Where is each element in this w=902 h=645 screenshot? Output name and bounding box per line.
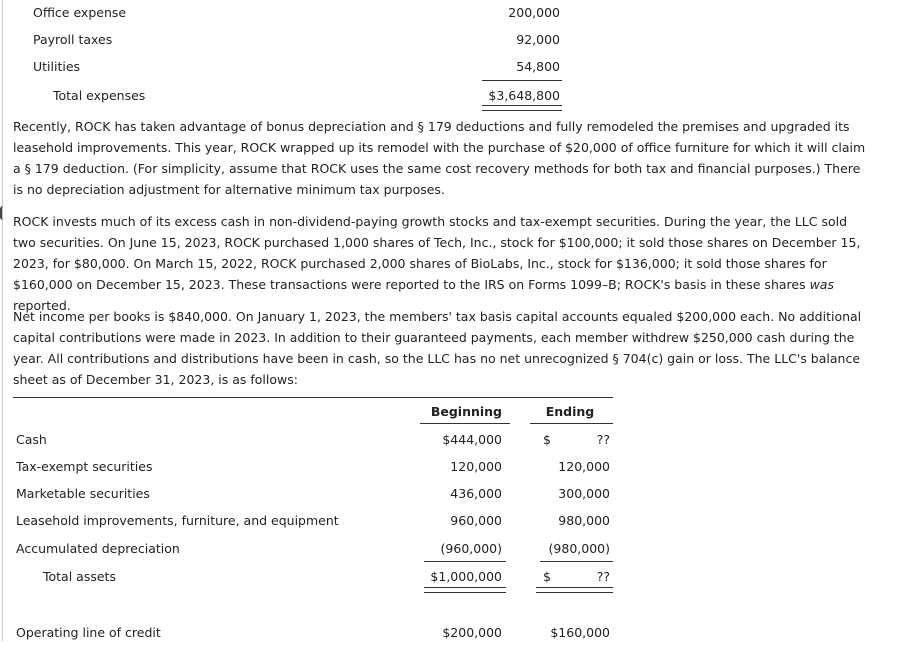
total-row [0,569,902,589]
subtotal-rule-beginning [424,561,506,562]
expense-label: Utilities [33,59,81,74]
row-label: Accumulated depreciation [16,541,180,556]
table-row [0,513,902,533]
row-label: Marketable securities [16,486,150,501]
total-label: Total assets [43,569,116,584]
beginning-value: (960,000) [440,541,502,556]
expense-total-label: Total expenses [53,88,146,103]
expense-total-row [0,88,902,108]
expense-amount: 92,000 [516,32,560,47]
total-ending-value: ?? [596,569,610,584]
expense-label: Payroll taxes [33,32,113,47]
ending-value: 300,000 [558,486,610,501]
paragraph-investments-text: ROCK invests much of its excess cash in non-dividend-paying growth stocks and tax-exempt securities. During the year, the LLC sold two securities. On June 15, 2023, ROCK purchased 1,000 shares of Tech, Inc., stock for $100,000; it sold those shares on December 15, 2023, for $80,000. On March 15, 2022, ROCK purchased 2,000 shares of BioLabs, Inc., stock for $136,000; it sold those shares for $160,000 on December 15, 2023. These transactions were reported to the IRS on Forms 1099–B; ROCK's basis in these shares [13,214,861,292]
row-label: Cash [16,432,47,447]
expense-row [0,32,902,52]
expense-row [0,5,902,25]
beginning-value: 436,000 [450,486,502,501]
column-header-beginning: Beginning [430,404,502,419]
expense-row [0,59,902,79]
header-rule-beginning [420,423,510,424]
subtotal-rule [482,80,562,81]
total-double-rule-beginning [424,587,506,593]
column-header-ending: Ending [545,404,595,419]
paragraph-investments [13,211,873,316]
table-row [0,459,902,479]
ending-value: ?? [596,432,610,447]
table-top-rule [13,397,613,398]
row-label: Tax-exempt securities [16,459,153,474]
ending-value: (980,000) [548,541,610,556]
table-row [0,625,902,645]
table-row [0,541,902,561]
expense-total-amount: $3,648,800 [488,88,560,103]
total-double-rule [482,105,562,111]
left-edge-marker [0,206,5,220]
currency-symbol: $ [543,569,551,584]
subtotal-rule-ending [540,561,613,562]
beginning-value: $444,000 [442,432,502,447]
paragraph-investments-end: reported. [13,298,71,313]
row-label: Operating line of credit [16,625,161,640]
expense-amount: 200,000 [508,5,560,20]
ending-value: 120,000 [558,459,610,474]
emphasis-text: was [809,277,834,292]
expense-label: Office expense [33,5,127,20]
paragraph-net-income: Net income per books is $840,000. On January 1, 2023, the members' tax basis capital accounts equaled $200,000 each. No additional capital contributions were made in 2023. In addition to their guaranteed payments, each member withdrew $250,000 cash during the year. All contributions and distributions have been in cash, so the LLC has no net unrecognized § 704(c) gain or loss. The LLC's balance sheet as of December 31, 2023, is as follows: [13,309,862,387]
header-rule-ending [530,423,613,424]
ending-value: 980,000 [558,513,610,528]
total-beginning-value: $1,000,000 [430,569,502,584]
beginning-value: $200,000 [442,625,502,640]
total-double-rule-ending [536,587,613,593]
paragraph-depreciation: Recently, ROCK has taken advantage of bonus depreciation and § 179 deductions and fully remodeled the premises and upgraded its leasehold improvements. This year, ROCK wrapped up its remodel with the purchase of $20,000 of office furniture for which it will claim a § 179 deduction. (For simplicity, assume that ROCK uses the same cost recovery methods for both tax and financial purposes.) There is no depreciation adjustment for alternative minimum tax purposes. [13,119,866,197]
beginning-value: 960,000 [450,513,502,528]
table-row [0,486,902,506]
ending-value: $160,000 [550,625,610,640]
beginning-value: 120,000 [450,459,502,474]
currency-symbol: $ [543,432,551,447]
row-label: Leasehold improvements, furniture, and equipment [16,513,339,528]
expense-amount: 54,800 [516,59,560,74]
table-row [0,432,902,452]
